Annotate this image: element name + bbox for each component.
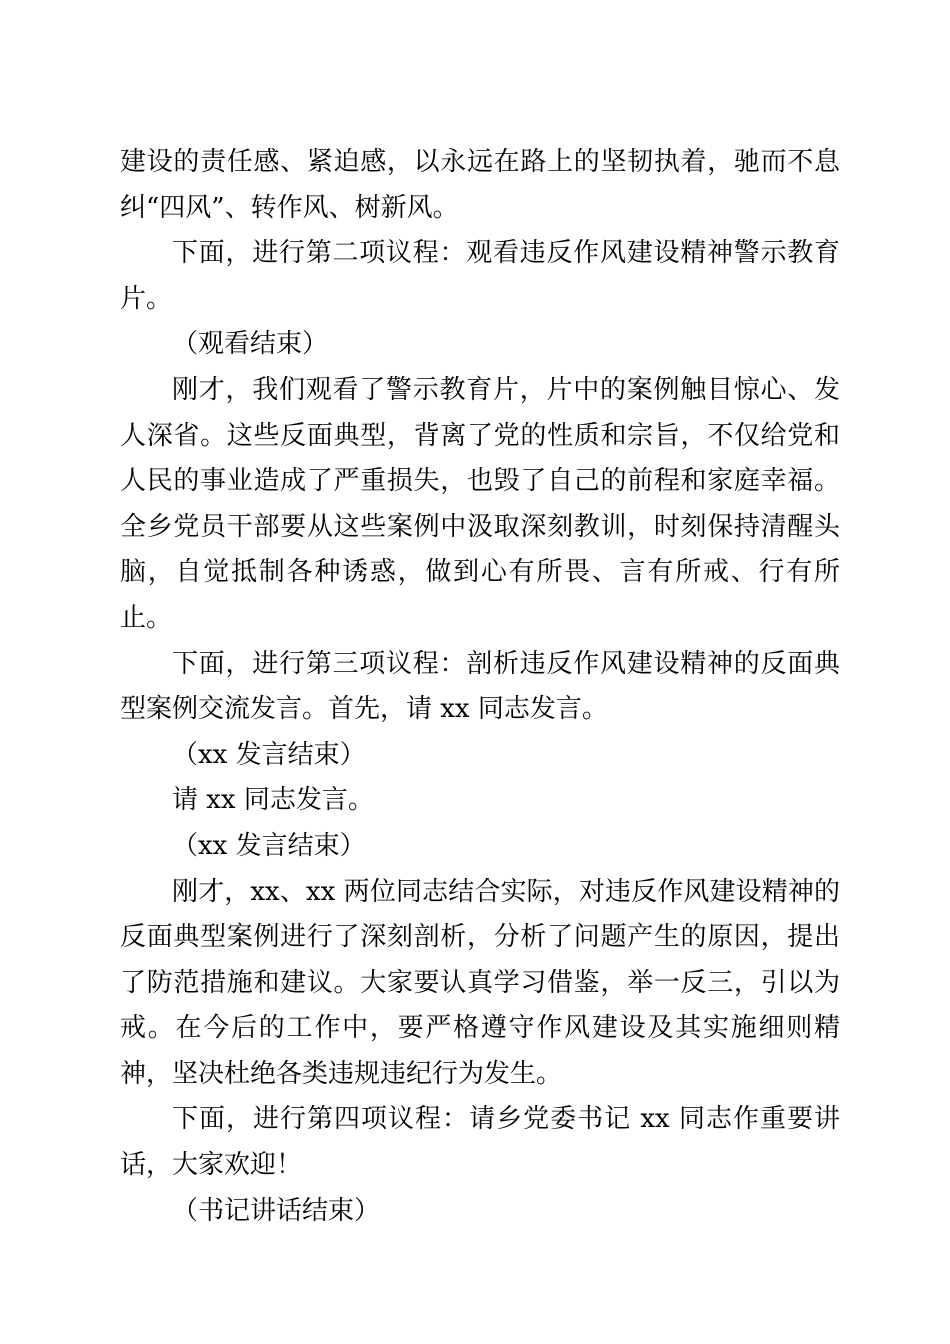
stage-note-secretary-speech-end: （书记讲话结束） <box>172 1195 381 1226</box>
paragraph-agenda-item-4: 下面，进行第四项议程：请乡党委书记 xx 同志作重要讲话，大家欢迎！ <box>120 1104 840 1181</box>
paragraph-continuation: 建设的责任感、紧迫感，以永远在路上的坚韧执着，驰而不息纠“四风”、转作风、树新风。 <box>120 147 840 223</box>
stage-note-speech-end-1: （xx 发言结束） <box>172 739 366 770</box>
stage-note-speech-end-2: （xx 发言结束） <box>172 830 366 861</box>
paragraph-speech-summary: 刚才，xx、xx 两位同志结合实际，对违反作风建设精神的反面典型案例进行了深刻剖析，分析了问题产生的原因，提出了防范措施和建议。大家要认真学习借鉴，举一反三，引以为戒。在今后的工作中，要严格遵守作风建设及其实施细则精神，坚决杜绝各类违规违纪行为发生。 <box>120 876 840 1089</box>
document-body <box>120 140 840 1234</box>
paragraph-video-summary: 刚才，我们观看了警示教育片，片中的案例触目惊心、发人深省。这些反面典型，背离了党的性质和宗旨，不仅给党和人民的事业造成了严重损失，也毁了自己的前程和家庭幸福。全乡党员干部要从这些案例中汲取深刻教训，时刻保持清醒头脑，自觉抵制各种诱惑，做到心有所畏、言有所戒、行有所止。 <box>120 374 840 633</box>
paragraph-agenda-item-2: 下面，进行第二项议程：观看违反作风建设精神警示教育片。 <box>120 238 840 314</box>
stage-note-viewing-end: （观看结束） <box>172 329 329 360</box>
paragraph-invite-speaker: 请 xx 同志发言。 <box>172 785 374 816</box>
paragraph-agenda-item-3: 下面，进行第三项议程：剖析违反作风建设精神的反面典型案例交流发言。首先，请 xx 同志发言。 <box>120 648 840 725</box>
